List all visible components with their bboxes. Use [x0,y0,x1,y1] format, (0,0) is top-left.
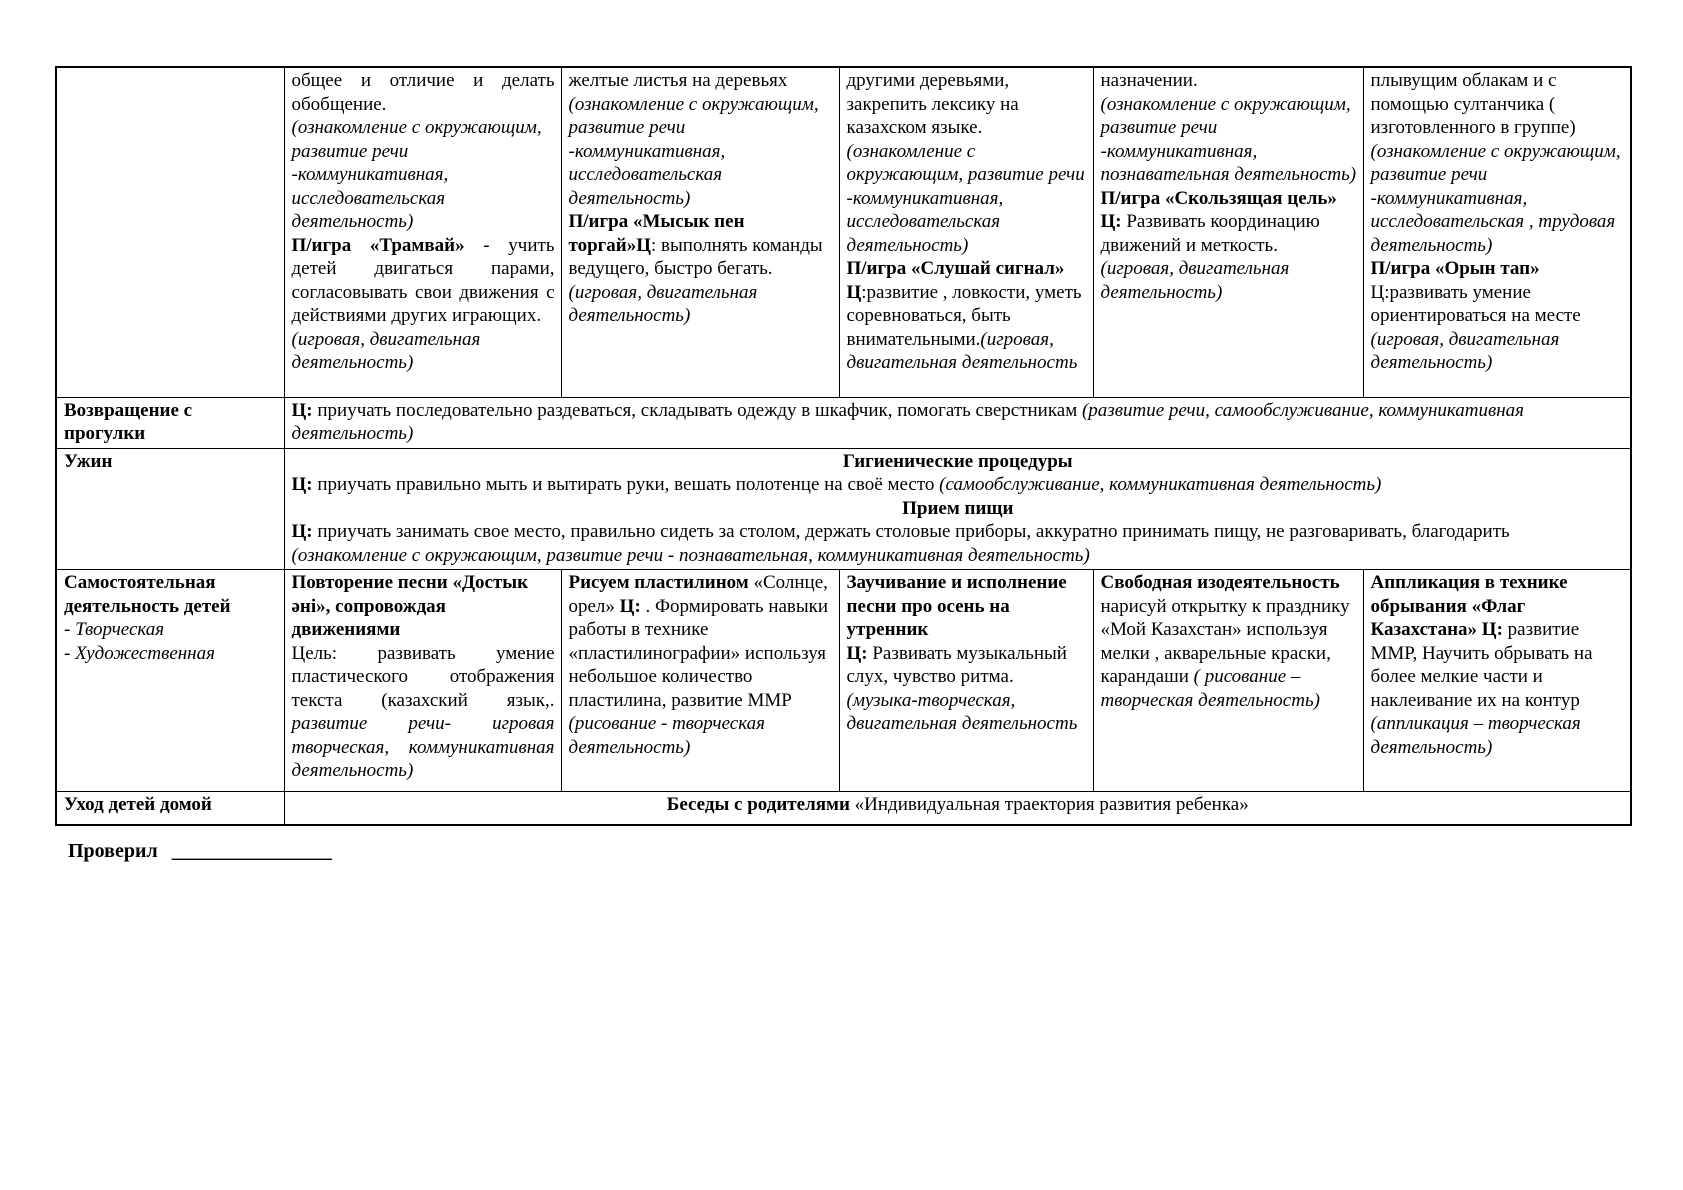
paragraph [292,497,1625,521]
text-run: - Творческая [64,619,165,640]
paragraph [1101,210,1357,257]
content-cell [284,397,1631,448]
text-run: (развитие речи, самообслуживание, коммуникативная деятельность) [291,399,1525,444]
text-run: нарисуй открытку к празднику «Мой Казахстан» используя мелки , акварельные краски, карандаши [1100,595,1350,687]
text-run: (рисование - творческая деятельность) [568,713,765,758]
paragraph [1371,571,1625,759]
row-going-home [56,792,1631,825]
text-run: (ознакомление с окружающим, развитие речи - познавательная, коммуникативная деятельность) [291,544,1090,566]
text-run: Прием пищи [902,497,1014,519]
paragraph [1101,93,1357,187]
paragraph [1371,281,1625,328]
row-walk-activities-continued [56,67,1631,397]
text-run: П/игра «Трамвай» [291,234,465,256]
text-run: плывущим облакам и с помощью султанчика ( изготовленного в группе) [1370,70,1576,138]
paragraph [1371,328,1625,375]
text-run: Уход детей домой [64,794,212,815]
text-run: другими деревьями, закрепить лексику на казахском языке. [846,70,1019,138]
row-label-cell [56,397,284,448]
row-label-cell [56,448,284,570]
paragraph [847,257,1087,281]
text-run: Ужин [64,450,113,472]
text-run: (ознакомление с окружающим, развитие речи -коммуникативная, исследовательская деятельность) [846,140,1085,256]
paragraph [569,69,833,93]
text-run: Ц: [846,642,868,664]
text-run: «Индивидуальная траектория развития ребенка» [849,794,1249,815]
text-run: (аппликация – творческая деятельность) [1370,713,1581,758]
text-run: Цель: развивать умение пластического отображения текста (казахский язык,. [291,642,555,711]
paragraph [1101,257,1357,304]
text-run: Ц: [291,399,313,421]
text-run: Свободная изодеятельность [1100,572,1340,593]
text-run: : выполнять команды ведущего, быстро бегать. [568,234,823,279]
text-run: П/игра «Мысык пен торгай»Ц [568,211,745,256]
paragraph [1101,595,1357,713]
paragraph [64,571,278,618]
paragraph [292,69,555,116]
text-run: (самообслуживание, коммуникативная деятельность) [939,474,1382,495]
text-run: желтые листья на деревьях [568,70,788,91]
paragraph [292,642,555,783]
content-cell [839,570,1093,792]
paragraph [292,450,1625,474]
paragraph [1371,257,1625,281]
paragraph [292,473,1625,497]
paragraph [292,234,555,328]
content-cell [284,792,1631,825]
row-label-cell [56,67,284,397]
row-dinner [56,448,1631,570]
paragraph [569,210,833,328]
text-run: Ц: [619,595,641,617]
checked-by-line [68,840,332,863]
paragraph [292,399,1625,446]
paragraph [292,116,555,234]
text-run: - учить детей двигаться парами, согласовывать свои движения с действиями других играющих. [291,234,555,326]
content-cell [284,67,561,397]
text-run: Развивать музыкальный слух, чувство ритма. [846,642,1067,687]
text-run: Развивать координацию движений и меткость. [1100,211,1320,256]
text-run: развитие речи- игровая творческая, коммуникативная деятельность) [291,713,555,781]
paragraph [64,399,278,446]
content-cell [1363,67,1631,397]
text-run: П/игра «Слушай сигнал» [846,258,1065,279]
text-run: Ц: [1100,211,1122,232]
content-cell [561,570,839,792]
content-cell [1093,570,1363,792]
paragraph [64,642,278,666]
text-run: (ознакомление с окружающим, развитие речи -коммуникативная, исследовательская , трудовая деятельность) [1370,140,1621,256]
text-run: Ц: [291,474,313,495]
schedule-table-body [56,67,1631,825]
text-run: Возвращение с прогулки [64,399,193,444]
text-run: - Художественная [64,642,215,664]
text-run: Повторение песни «Достык әні», сопровождая движениями [291,572,529,640]
text-run: Рисуем пластилином [568,572,749,593]
text-run: общее и отличие и делать обобщение. [291,70,555,115]
row-label-cell [56,792,284,825]
checked-by-label: Проверил [68,840,158,862]
text-run: . Формировать навыки работы в технике «пластилинографии» используя небольшое количество пластилина, развитие ММР [568,595,829,711]
text-run: (игровая, двигательная деятельность) [568,281,758,326]
text-run: Ц: [291,521,313,542]
text-run: (ознакомление с окружающим, развитие речи -коммуникативная, исследовательская деятельность) [291,117,542,232]
text-run: приучать последовательно раздеваться, складывать одежду в шкафчик, помогать сверстникам [312,399,1082,421]
content-cell [284,570,561,792]
text-run: «Солнце, орел» [568,572,828,617]
paragraph [64,618,278,642]
text-run: Аппликация в технике обрывания «Флаг Казахстана» Ц: [1370,572,1568,640]
text-run: приучать правильно мыть и вытирать руки, вешать полотенце на своё место [312,474,940,495]
text-run: (игровая, двигательная деятельность) [1370,328,1560,373]
schedule-table [55,66,1632,826]
text-run: (музыка-творческая, двигательная деятельность [846,689,1078,734]
paragraph [569,93,833,211]
paragraph [847,281,1087,375]
paragraph [292,571,555,642]
text-run: (игровая, двигательная деятельность) [291,328,481,373]
paragraph [292,793,1625,817]
text-run: Ц [846,281,862,303]
paragraph [847,140,1087,258]
text-run: Самостоятельная деятельность детей [64,572,231,617]
text-run: (игровая, двигательная деятельность) [1100,258,1290,303]
text-run: Гигиенические процедуры [842,450,1073,472]
paragraph [1371,140,1625,258]
paragraph [1101,69,1357,93]
text-run: ( рисование – творческая деятельность) [1100,666,1320,711]
paragraph [292,520,1625,567]
content-cell [1363,570,1631,792]
content-cell [284,448,1631,570]
paragraph [292,328,555,375]
row-independent-activity [56,570,1631,792]
text-run: Заучивание и исполнение песни про осень на утренник [846,572,1067,640]
row-return-from-walk [56,397,1631,448]
text-run: приучать занимать свое место, правильно сидеть за столом, держать столовые приборы, аккуратно принимать пищу, не разговаривать, благодарить [312,521,1510,542]
paragraph [1101,571,1357,595]
content-cell [561,67,839,397]
content-cell [1093,67,1363,397]
signature-blank: ________________ [171,840,332,862]
paragraph [847,69,1087,140]
text-run: Ц:развивать умение ориентироваться на месте [1370,281,1581,326]
paragraph [847,642,1087,736]
text-run: П/игра «Орын тап» [1370,258,1540,279]
text-run: (ознакомление с окружающим, развитие речи -коммуникативная, исследовательская деятельность) [568,93,819,209]
text-run: развитие ММР, Научить обрывать на более мелкие части и наклеивание их на контур [1370,619,1593,711]
paragraph [64,450,278,474]
text-run: :развитие , ловкости, уметь соревноваться, быть внимательными. [846,281,1082,350]
paragraph [569,571,833,759]
row-label-cell [56,570,284,792]
text-run: Беседы с родителями [666,794,850,815]
text-run: (ознакомление с окружающим, развитие речи -коммуникативная, познавательная деятельность) [1100,93,1357,185]
paragraph [847,571,1087,642]
text-run: (игровая, двигательная деятельность [846,328,1078,373]
paragraph [1101,187,1357,211]
content-cell [839,67,1093,397]
paragraph [64,793,278,817]
text-run: назначении. [1100,70,1198,91]
paragraph [1371,69,1625,140]
text-run: П/игра «Скользящая цель» [1100,187,1337,209]
